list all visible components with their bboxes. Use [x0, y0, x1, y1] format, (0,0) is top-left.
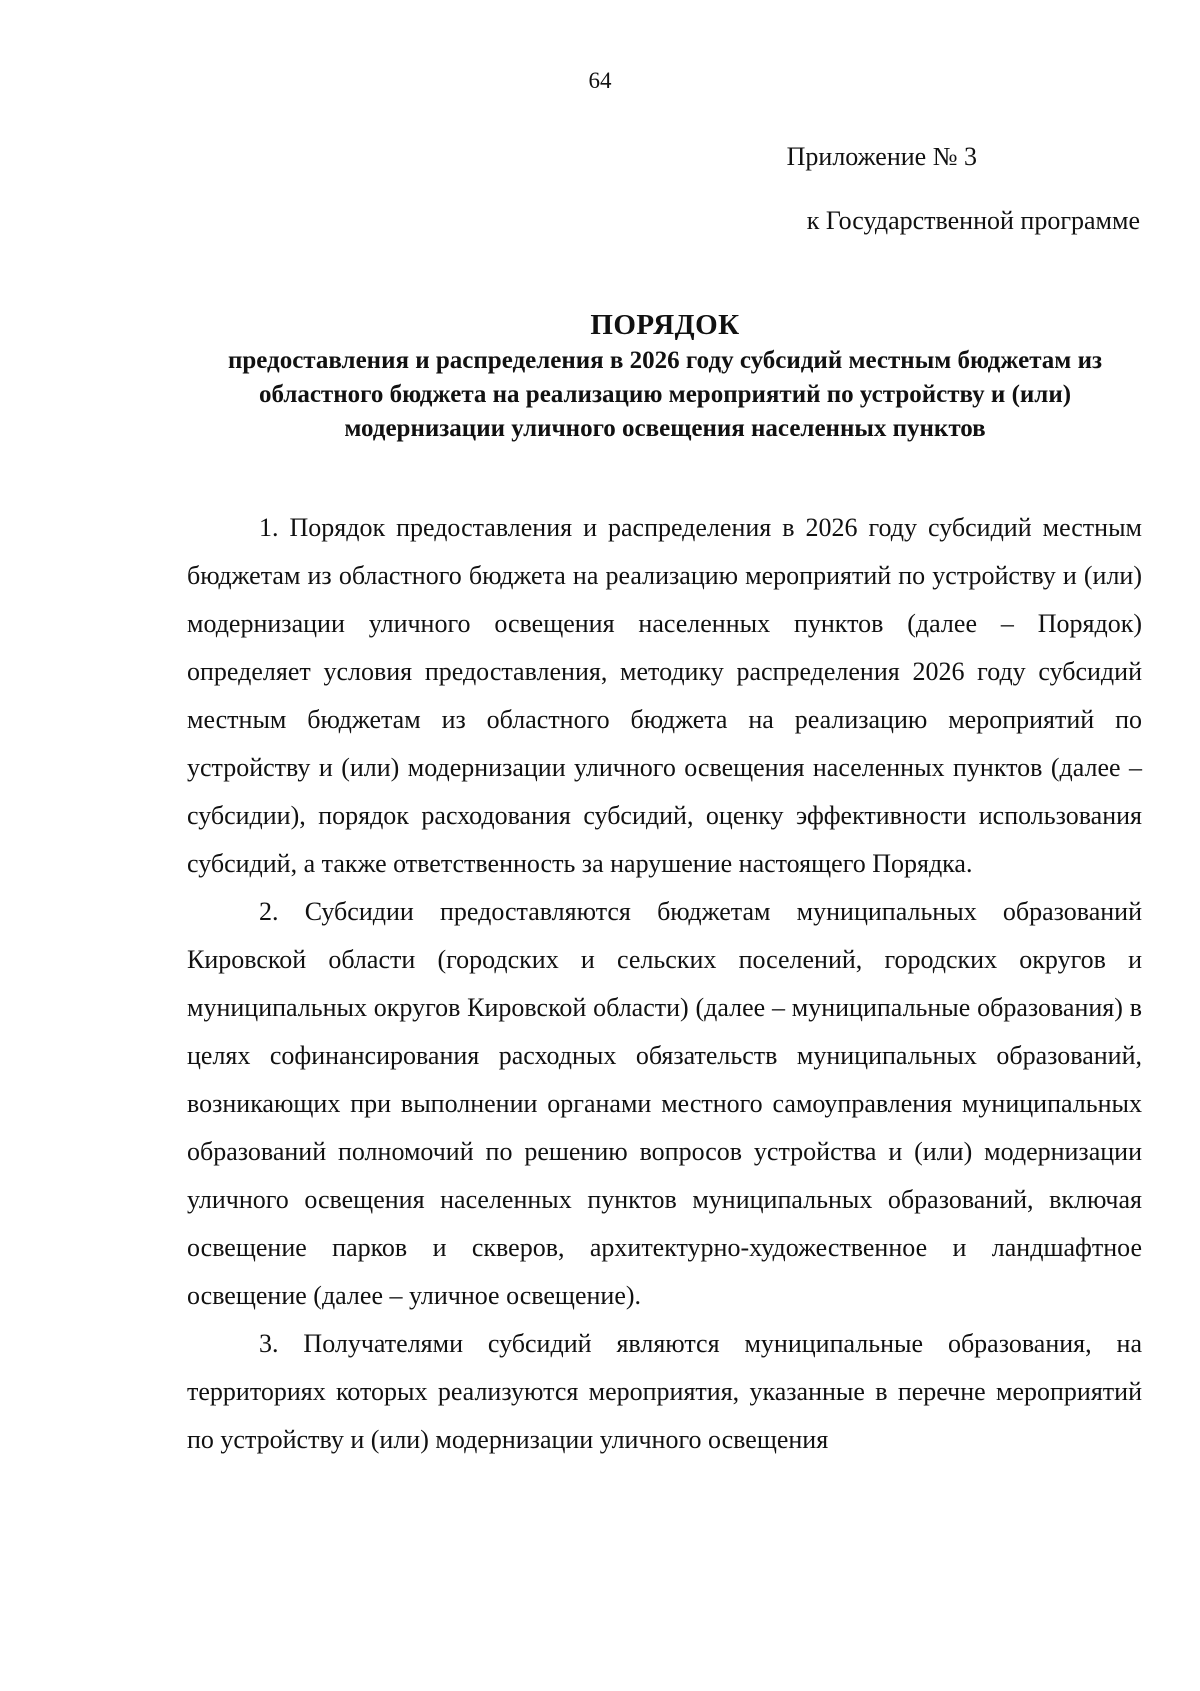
annex-number: Приложение № 3	[786, 142, 977, 171]
document-body	[187, 504, 1142, 1464]
paragraph-2: 2. Субсидии предоставляются бюджетам муниципальных образований Кировской области (городских и сельских поселений, городских округов и муниципальных округов Кировской области) (далее – муниципальные образования) в целях софинансирования расходных обязательств муниципальных образований, возникающих при выполнении органами местного самоуправления муниципальных образований полномочий по решению вопросов устройства и (или) модернизации уличного освещения населенных пунктов муниципальных образований, включая освещение парков и скверов, архитектурно-художественное и ландшафтное освещение (далее – уличное освещение).	[187, 897, 1142, 1310]
paragraph-3: 3. Получателями субсидий являются муниципальные образования, на территориях которых реализуются мероприятия, указанные в перечне мероприятий по устройству и (или) модернизации уличного освещения	[187, 1329, 1142, 1454]
paragraph-1: 1. Порядок предоставления и распределения в 2026 году субсидий местным бюджетам из областного бюджета на реализацию мероприятий по устройству и (или) модернизации уличного освещения населенных пунктов (далее – Порядок) определяет условия предоставления, методику распределения 2026 году субсидий местным бюджетам из областного бюджета на реализацию мероприятий по устройству и (или) модернизации уличного освещения населенных пунктов (далее – субсидии), порядок расходования субсидий, оценку эффективности использования субсидий, а также ответственность за нарушение настоящего Порядка.	[187, 513, 1142, 878]
annex-reference: к Государственной программе	[806, 206, 1140, 235]
document-subtitle: предоставления и распределения в 2026 году субсидий местным бюджетам из областного бюджета на реализацию мероприятий по устройству и (или) модернизации уличного освещения населенных пунктов	[227, 347, 1103, 442]
page-number: 64	[588, 68, 612, 93]
document-title-block	[190, 306, 1140, 446]
document-title: ПОРЯДОК	[590, 309, 740, 341]
